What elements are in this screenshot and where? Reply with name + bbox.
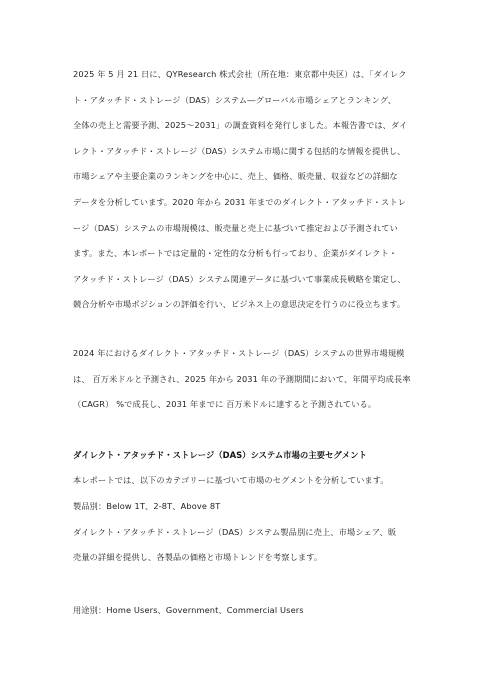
intro-paragraph [73,62,414,318]
text-line: ージ（DAS）システムの市場規模は、販売量と売上に基づいて推定および予測されてい [73,222,398,233]
section-heading: ダイレクト・アタッチド・ストレージ（DAS）システム市場の主要セグメント [73,449,367,460]
text-line: ダイレクト・アタッチド・ストレージ（DAS）システム製品別に売上、市場シェア、販 [73,526,397,537]
text-line: データを分析しています。2020 年から 2031 年までのダイレクト・アタッチド・ストレ [73,196,407,207]
text-line: アタッチド・ストレージ（DAS）システム関連データに基づいて事業成長戦略を策定し、 [73,273,406,284]
paragraph-spacer [73,318,414,341]
text-line: 製品別：Below 1T、2-8T、Above 8T [73,500,221,511]
text-line: 2024 年におけるダイレクト・アタッチド・ストレージ（DAS）システムの世界市場規模 [73,347,405,358]
text-line: 本レポートでは、以下のカテゴリーに基づいて市場のセグメントを分析しています。 [73,475,389,486]
application-segment-label [73,598,414,624]
text-line: （CAGR） %で成長し、2031 年までに 百万米ドルに達すると予測されている。 [73,399,377,410]
text-line: は、 百万米ドルと予測され、2025 年から 2031 年の予測期間において、年間平均成長率 [73,373,411,384]
paragraph-spacer [73,571,414,598]
product-segment-label [73,494,414,520]
text-line: 市場シェアや主要企業のランキングを中心に、売上、価格、販売量、収益などの詳細な [73,171,398,182]
text-line: レクト・アタッチド・ストレージ（DAS）システム市場に関する包括的な情報を提供し、 [73,145,406,156]
text-line: 売量の詳細を提供し、各製品の価格と市場トレンドを考察します。 [73,552,323,563]
text-line: 2025 年 5 月 21 日に、QYResearch 株式会社（所在地：東京都中央区）は、「ダイレク [73,69,407,79]
text-line: 全体の売上と需要予測、2025〜2031」の調査資料を発行しました。本報告書では、ダイ [73,120,408,131]
text-line: ト・アタッチド・ストレージ（DAS）システム―グローバル市場シェアとランキング、 [73,94,397,105]
text-line: 用途別：Home Users、Government、Commercial Users [73,604,304,615]
segment-intro [73,468,414,494]
product-segment-description [73,520,414,571]
paragraph-spacer [73,418,414,443]
text-line: ます。また、本レポートでは定量的・定性的な分析も行っており、企業がダイレクト・ [73,248,398,259]
market-size-paragraph [73,341,414,418]
text-line: 競合分析や市場ポジションの評価を行い、ビジネス上の意思決定を行うのに役立ちます。 [73,299,406,310]
